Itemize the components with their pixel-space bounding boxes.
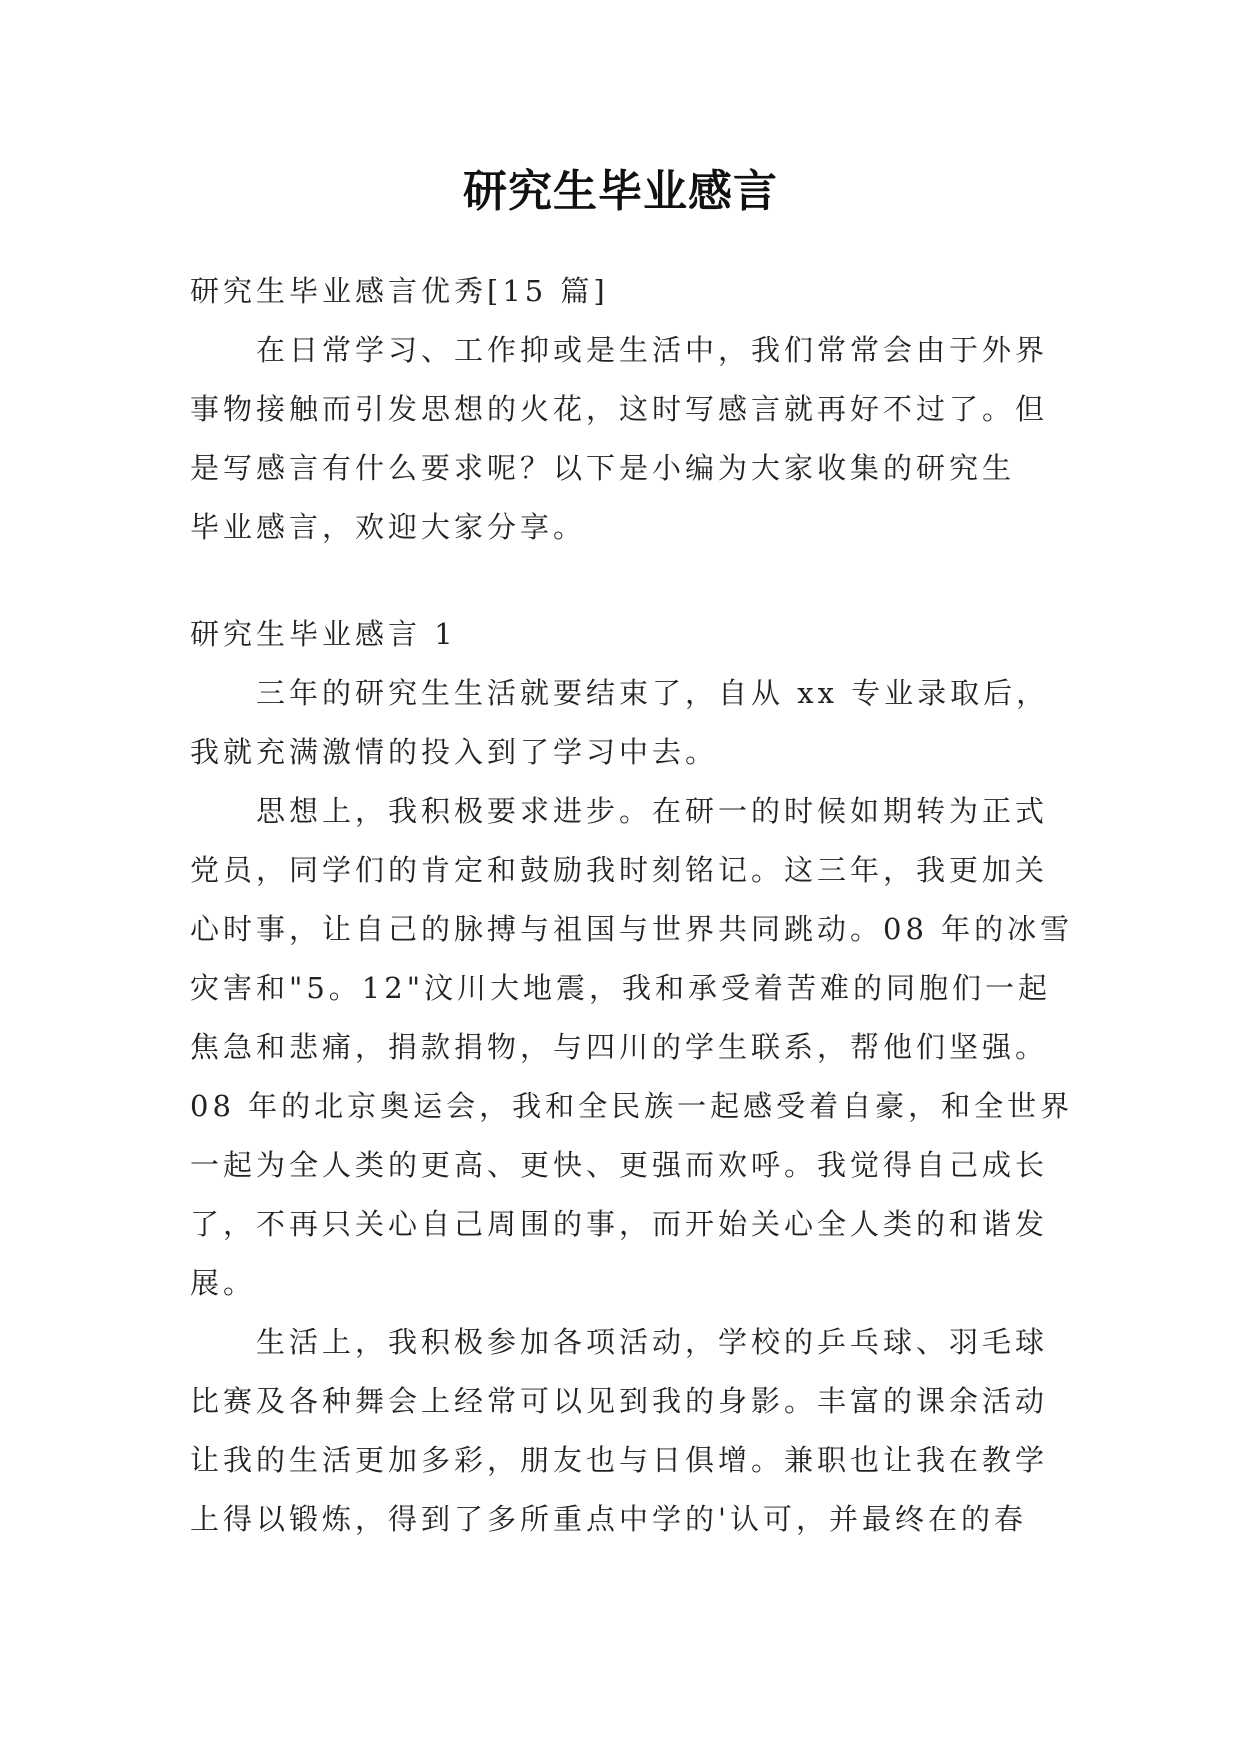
body-paragraph <box>190 664 1052 782</box>
paragraph-line: 是写感言有什么要求呢？以下是小编为大家收集的研究生 <box>190 451 1016 485</box>
paragraph-line: 展。 <box>190 1266 257 1300</box>
paragraph-line: 灾害和"5。12"汶川大地震，我和承受着苦难的同胞们一起 <box>190 971 1052 1005</box>
paragraph-line: 让我的生活更加多彩，朋友也与日俱增。兼职也让我在教学 <box>190 1443 1049 1477</box>
paragraph-line: 比赛及各种舞会上经常可以见到我的身影。丰富的课余活动 <box>190 1384 1049 1418</box>
paragraph-line: 事物接触而引发思想的火花，这时写感言就再好不过了。但 <box>190 392 1049 426</box>
paragraph-line: 08 年的北京奥运会，我和全民族一起感受着自豪，和全世界 <box>190 1089 1074 1123</box>
paragraph-line: 毕业感言，欢迎大家分享。 <box>190 510 587 544</box>
spacer <box>190 557 1052 605</box>
paragraph-line: 生活上，我积极参加各项活动，学校的乒乓球、羽毛球 <box>256 1325 1049 1359</box>
paragraph-line: 三年的研究生生活就要结束了，自从 xx 专业录取后， <box>256 676 1050 710</box>
paragraph-line: 上得以锻炼，得到了多所重点中学的'认可，并最终在的春 <box>190 1502 1027 1536</box>
paragraph-line: 在日常学习、工作抑或是生活中，我们常常会由于外界 <box>256 333 1049 367</box>
document-subtitle: 研究生毕业感言优秀[15 篇] <box>190 274 609 308</box>
paragraph-line: 一起为全人类的更高、更快、更强而欢呼。我觉得自己成长 <box>190 1148 1049 1182</box>
paragraph-line: 心时事，让自己的脉搏与祖国与世界共同跳动。08 年的冰雪 <box>190 912 1074 946</box>
body-paragraph <box>190 782 1074 1313</box>
paragraph-line: 思想上，我积极要求进步。在研一的时候如期转为正式 <box>256 794 1049 828</box>
document-title: 研究生毕业感言 <box>463 166 778 217</box>
body-paragraph <box>190 1313 1052 1549</box>
document-body <box>190 262 1074 1549</box>
section-heading: 研究生毕业感言 1 <box>190 617 457 651</box>
intro-paragraph <box>190 321 1052 557</box>
paragraph-line: 了，不再只关心自己周围的事，而开始关心全人类的和谐发 <box>190 1207 1049 1241</box>
paragraph-line: 党员，同学们的肯定和鼓励我时刻铭记。这三年，我更加关 <box>190 853 1049 887</box>
paragraph-line: 我就充满激情的投入到了学习中去。 <box>190 735 719 769</box>
paragraph-line: 焦急和悲痛，捐款捐物，与四川的学生联系，帮他们坚强。 <box>190 1030 1049 1064</box>
